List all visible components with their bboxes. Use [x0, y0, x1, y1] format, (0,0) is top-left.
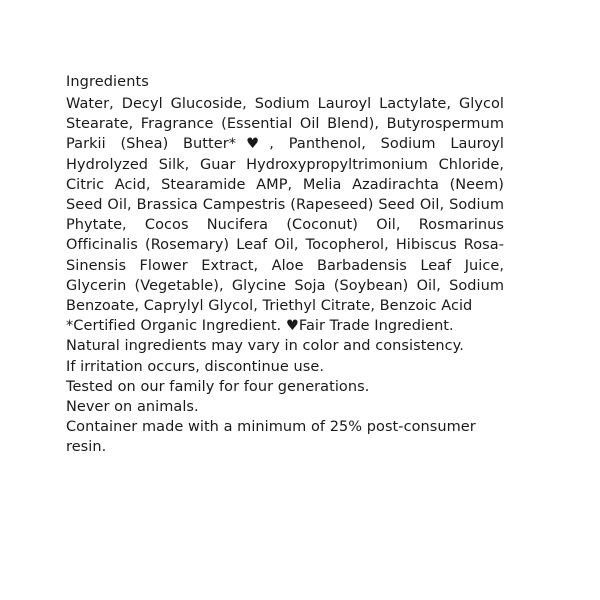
note-line: If irritation occurs, discontinue use.: [66, 358, 325, 375]
note-line: *Certified Organic Ingredient. ♥Fair Trade Ingredient.: [66, 318, 454, 335]
notes-block: [66, 316, 504, 457]
note-line: Tested on our family for four generations.: [66, 378, 370, 395]
ingredient-list-text: Water, Decyl Glucoside, Sodium Lauroyl Lactylate, Glycol Stearate, Fragrance (Essential Oil Blend), Butyrospermum Parkii (Shea) Butter*♥, Panthenol, Sodium Lauroyl Hydrolyzed Silk, Guar Hydroxypropyltrimonium Chloride, Citric Acid, Stearamide AMP, Melia Azadirachta (Neem) Seed Oil, Brassica Campestris (Rapeseed) Seed Oil, Sodium Phytate, Cocos Nucifera (Coconut) Oil, Rosmarinus Officinalis (Rosemary) Leaf Oil, Tocopherol, Hibiscus Rosa-Sinensis Flower Extract, Aloe Barbadensis Leaf Juice, Glycerin (Vegetable), Glycine Soja (Soybean) Oil, Sodium Benzoate, Caprylyl Glycol, Triethyl Citrate, Benzoic Acid: [66, 96, 504, 315]
note-line: Container made with a minimum of 25% post-consumer resin.: [66, 419, 476, 456]
page-title: Ingredients: [66, 74, 149, 90]
note-line: Natural ingredients may vary in color and consistency.: [66, 338, 464, 355]
ingredients-panel: [66, 72, 504, 458]
note-line: Never on animals.: [66, 399, 199, 416]
